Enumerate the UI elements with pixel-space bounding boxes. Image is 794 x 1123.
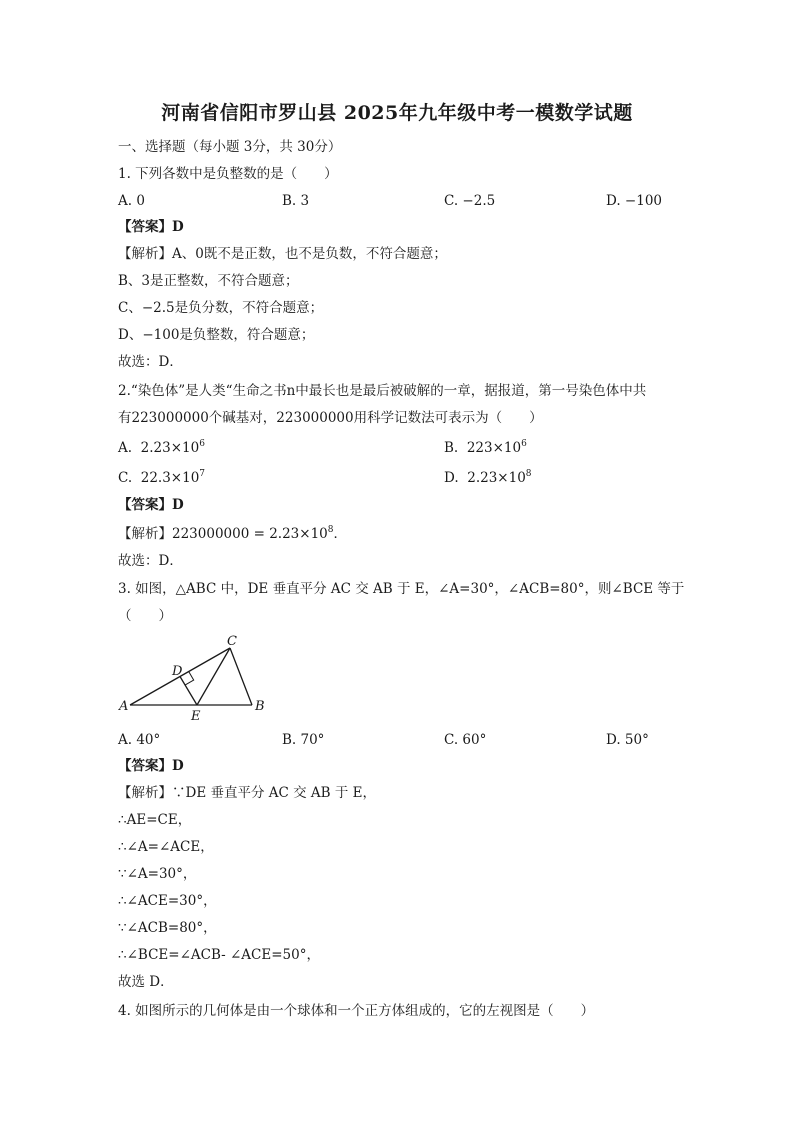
q3-analysis-line: ∵∠ACB=80°，: [118, 920, 217, 936]
option-exponent: 7: [199, 469, 206, 479]
analysis-end: ．: [333, 526, 347, 542]
option-exponent: 6: [521, 439, 527, 449]
q3-stem-line1: 3. 如图，△ABC 中，DE 垂直平分 AC 交 AB 于 E，∠A=30°，∠ACB=80°，则∠BCE 等于: [118, 581, 685, 597]
option-value: 2.23×10: [140, 440, 200, 456]
option-value: 2.23×10: [467, 470, 526, 486]
option-exponent: 6: [199, 439, 205, 449]
q1-option-c: C. −2.5: [444, 193, 496, 209]
q1-option-d: D. −100: [606, 193, 663, 209]
q2-option-c: [118, 469, 205, 487]
q3-stem-line2: （ ）: [118, 608, 172, 624]
q4-stem: 4. 如图所示的几何体是由一个球体和一个正方体组成的，它的左视图是（ ）: [118, 1003, 595, 1019]
q3-option-a: A. 40°: [118, 732, 161, 748]
q2-option-a: [118, 439, 205, 457]
page-title: 河南省信阳市罗山县 2025年九年级中考一模数学试题: [161, 102, 633, 124]
q3-analysis-line: ∴AE=CE，: [118, 812, 192, 828]
q2-option-d: [444, 469, 532, 487]
q1-option-a: A. 0: [118, 193, 145, 209]
q3-answer: 【答案】D: [118, 758, 184, 774]
q3-option-d: D. 50°: [606, 732, 649, 748]
option-label: D.: [444, 470, 459, 486]
option-value: 223×10: [466, 440, 522, 456]
q1-answer: 【答案】D: [118, 219, 184, 235]
analysis-text: 【解析】223000000 = 2.23×10: [118, 526, 328, 542]
option-label: B.: [444, 440, 459, 456]
q3-analysis-line: ∵∠A=30°，: [118, 866, 197, 882]
q2-stem-line1: 2.“染色体”是人类“生命之书n中最长也是最后被破解的一章，据报道，第一号染色体中共: [118, 383, 647, 399]
analysis-exponent: 8: [327, 525, 334, 535]
q2-stem-line2: 有223000000个碱基对，223000000用科学记数法可表示为（ ）: [118, 410, 543, 426]
vertex-label-a: A: [119, 699, 129, 714]
q1-analysis-line: D、−100是负整数，符合题意；: [118, 327, 315, 343]
vertex-label-b: B: [255, 699, 265, 714]
q2-analysis: [118, 525, 347, 543]
section-heading: 一、选择题（每小题 3分，共 30分）: [118, 139, 342, 155]
q3-analysis-line: ∴∠ACE=30°，: [118, 893, 217, 909]
option-label: C.: [118, 470, 133, 486]
q1-option-b: B. 3: [282, 193, 310, 209]
q1-conclusion: 故选：D．: [118, 354, 183, 370]
q3-option-b: B. 70°: [282, 732, 325, 748]
vertex-label-d: D: [172, 664, 183, 679]
q3-option-c: C. 60°: [444, 732, 487, 748]
q1-analysis-line: B、3是正整数，不符合题意；: [118, 273, 299, 289]
option-exponent: 8: [525, 469, 532, 479]
option-label: A.: [118, 440, 133, 456]
q3-conclusion: 故选 D．: [118, 974, 174, 990]
q2-conclusion: 故选：D．: [118, 553, 183, 569]
vertex-label-c: C: [227, 634, 237, 649]
q1-analysis-line: 【解析】A、0既不是正数，也不是负数，不符合题意；: [118, 246, 447, 262]
q3-analysis-line: ∴∠A=∠ACE，: [118, 839, 214, 855]
triangle-figure: [116, 632, 276, 724]
q2-option-b: [444, 439, 527, 457]
option-value: 22.3×10: [140, 470, 200, 486]
q1-analysis-line: C、−2.5是负分数，不符合题意；: [118, 300, 324, 316]
q3-analysis-line: 【解析】∵DE 垂直平分 AC 交 AB 于 E，: [118, 785, 377, 801]
segment-ce: [197, 648, 230, 705]
vertex-label-e: E: [191, 709, 201, 724]
q1-stem: 1. 下列各数中是负整数的是（ ）: [118, 166, 338, 182]
segment-de: [180, 677, 197, 706]
q2-answer: 【答案】D: [118, 497, 184, 513]
q3-analysis-line: ∴∠BCE=∠ACB- ∠ACE=50°，: [118, 947, 320, 963]
segment-cb: [230, 648, 252, 705]
